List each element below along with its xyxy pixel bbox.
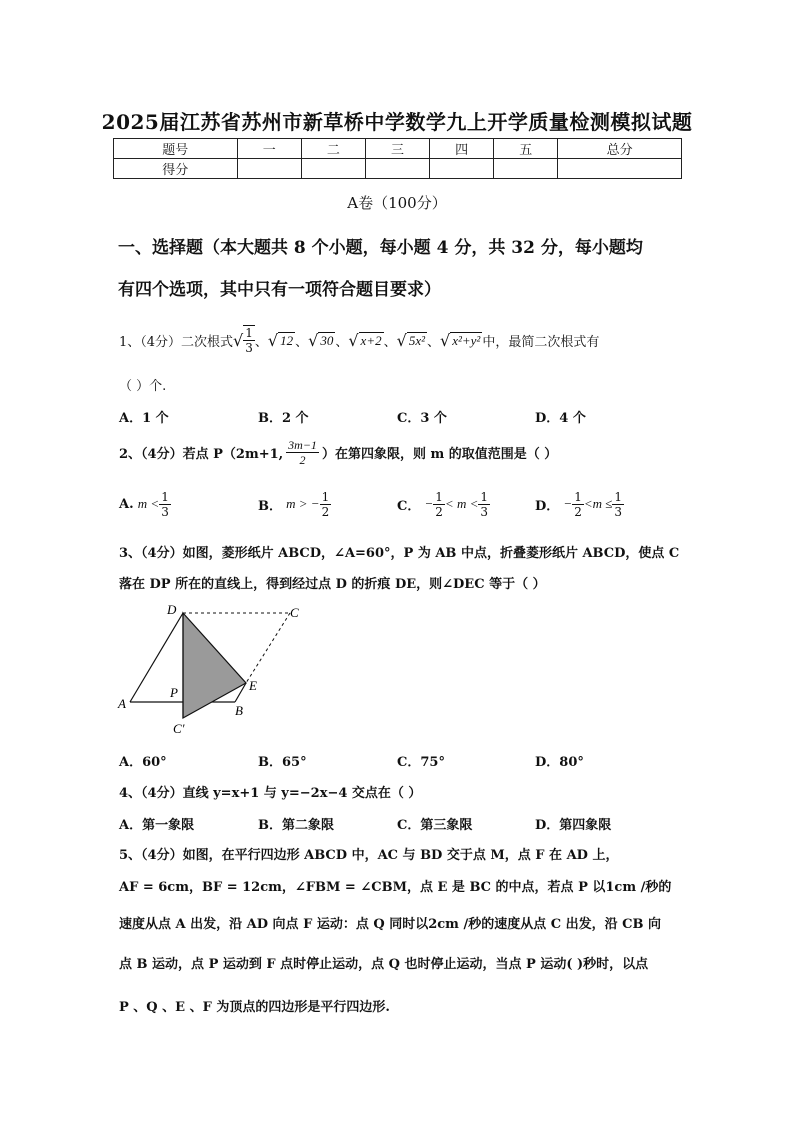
q2-stem (119, 434, 557, 470)
label-p: P (170, 685, 178, 700)
q2-option-b-text: m > − (286, 496, 320, 511)
q2-option-c-frac2: $\frac{1}{3}$ (480, 489, 488, 519)
score-table-header-row (114, 139, 682, 159)
score-header-cell: 五 (494, 139, 558, 159)
q1-option-d[interactable]: D．4 个 (535, 411, 586, 426)
label-e: E (249, 678, 257, 693)
q4-option-a[interactable]: A．第一象限 (119, 818, 195, 833)
q2-option-a-label: A. (119, 496, 134, 512)
q1-frac-den: 3 (245, 341, 253, 355)
page-title: 2025届江苏省苏州市新草桥中学数学九上开学质量检测模拟试题 (101, 110, 693, 134)
score-cell[interactable] (365, 159, 429, 179)
q2-option-d[interactable] (535, 486, 624, 522)
q1-prefix: 1、（4分）二次根式 (119, 334, 234, 350)
q2-option-c-text2: < m < (444, 496, 479, 511)
q1-frac (243, 325, 255, 355)
q1-frac-num: 1 (245, 326, 253, 340)
q2-option-a[interactable] (119, 486, 171, 522)
q2-option-d-text1: − (563, 496, 573, 511)
score-header-cell: 总分 (558, 139, 682, 159)
q2-option-d-text2: <m ≤ (583, 496, 613, 511)
label-d: D (167, 602, 177, 617)
score-table (113, 138, 682, 179)
q1-stem: 1、（4分）二次根式 √ $\frac{1}{3}$ 、 √ 12 、 √ 30 、 √ x+2 、 √ 5x² 、 √ x²+y² 中，最简二次根式有 (119, 326, 600, 355)
q3-line1: 3、（4分）如图，菱形纸片 ABCD，∠A=60°，P 为 AB 中点，折叠菱形纸片 ABCD，使点 C (119, 546, 680, 561)
q2-option-b-frac: $\frac{1}{2}$ (321, 489, 330, 519)
q3-figure (112, 598, 312, 740)
q5-line4: 点 B 运动，点 P 运动到 F 点时停止运动，点 Q 也时停止运动，当点 P 运动( )秒时，以点 (119, 957, 649, 972)
q1-suffix: 中，最简二次根式有 (482, 334, 600, 350)
sqrt-symbol-icon: √ (396, 330, 407, 350)
q2-option-a-frac: $\frac{1}{3}$ (161, 489, 169, 519)
q2-option-b[interactable] (258, 486, 331, 522)
q2-option-c[interactable] (397, 486, 490, 522)
q2-option-c-text1: − (424, 496, 434, 511)
score-cell[interactable] (494, 159, 558, 179)
sqrt-symbol-icon: √ (348, 330, 359, 350)
score-cell[interactable] (301, 159, 365, 179)
q2-frac-den: 2 (299, 452, 306, 467)
q4-option-c[interactable]: C．第三象限 (397, 818, 473, 833)
q2-option-d-frac1: $\frac{1}{2}$ (574, 489, 582, 519)
q3-line2: 落在 DP 所在的直线上，得到经过点 D 的折痕 DE，则∠DEC 等于（ ） (119, 577, 546, 592)
q5-line3: 速度从点 A 出发，沿 AD 向点 F 运动：点 Q 同时以2cm /秒的速度从点 C 出发，沿 CB 向 (119, 917, 661, 932)
q2-option-d-frac2: $\frac{1}{3}$ (614, 489, 623, 519)
label-c-prime: C′ (173, 721, 185, 736)
q2-frac (286, 438, 319, 467)
q4-option-d[interactable]: D．第四象限 (535, 818, 612, 833)
q3-option-a[interactable]: A．60° (119, 755, 167, 770)
label-b: B (235, 703, 243, 718)
label-c: C (290, 605, 299, 620)
q1-radicand: 30 (320, 332, 334, 348)
sqrt-symbol-icon: √ (233, 330, 244, 350)
sqrt-symbol-icon: √ (440, 330, 451, 350)
q3-option-b[interactable]: B．65° (258, 755, 307, 770)
q4-stem: 4、（4分）直线 y=x+1 与 y=−2x−4 交点在（ ） (119, 786, 422, 801)
q4-option-b[interactable]: B．第二象限 (258, 818, 334, 833)
q2-option-d-label: D． (535, 498, 560, 514)
q1-radicand: x²+y² (452, 332, 481, 348)
q1-radicand: 12 (280, 332, 294, 348)
score-cell[interactable] (430, 159, 494, 179)
score-row-label: 得分 (114, 159, 238, 179)
q2-option-a-text: m < (137, 496, 160, 511)
score-cell[interactable] (558, 159, 682, 179)
score-header-cell: 三 (365, 139, 429, 159)
q5-line5: P 、Q 、E 、F 为顶点的四边形是平行四边形. (119, 1000, 390, 1015)
q5-line1: 5、（4分）如图，在平行四边形 ABCD 中，AC 与 BD 交于点 M，点 F 在 AD 上， (119, 848, 619, 863)
q2-option-c-frac1: $\frac{1}{2}$ (435, 489, 443, 519)
q3-option-c[interactable]: C．75° (397, 755, 445, 770)
q1-radicand: x+2 (360, 332, 382, 348)
q5-line2: AF = 6cm，BF = 12cm，∠FBM = ∠CBM，点 E 是 BC 的中点，若点 P 以1cm /秒的 (119, 880, 672, 895)
score-table-score-row (114, 159, 682, 179)
section-a-title: A卷（100分） (347, 194, 447, 212)
part1-heading-line2: 有四个选项，其中只有一项符合题目要求） (118, 280, 441, 300)
q1-option-b[interactable]: B．2 个 (258, 411, 309, 426)
q2-prefix: 2、（4分）若点 P（2m+1, (119, 446, 284, 462)
score-cell[interactable] (237, 159, 301, 179)
q2-suffix: ）在第四象限，则 m 的取值范围是（ ） (321, 446, 558, 462)
q1-line2: （ ）个. (119, 379, 167, 394)
part1-heading-line1: 一、选择题（本大题共 8 个小题，每小题 4 分，共 32 分，每小题均 (118, 238, 643, 258)
q2-option-c-label: C． (397, 498, 421, 514)
sqrt-symbol-icon: √ (267, 330, 279, 350)
q2-frac-num: 3m−1 (288, 437, 317, 452)
score-header-cell: 题号 (114, 139, 238, 159)
edge-ce-dashed (246, 613, 290, 683)
q3-option-d[interactable]: D．80° (535, 755, 584, 770)
q1-option-c[interactable]: C．3 个 (397, 411, 447, 426)
q1-option-a[interactable]: A．1 个 (119, 411, 169, 426)
score-header-cell: 一 (237, 139, 301, 159)
score-header-cell: 二 (301, 139, 365, 159)
sqrt-symbol-icon: √ (308, 330, 319, 350)
score-header-cell: 四 (430, 139, 494, 159)
q2-option-b-label: B． (258, 498, 282, 514)
q1-radicand: 5x² (408, 332, 425, 348)
label-a: A (118, 696, 126, 711)
